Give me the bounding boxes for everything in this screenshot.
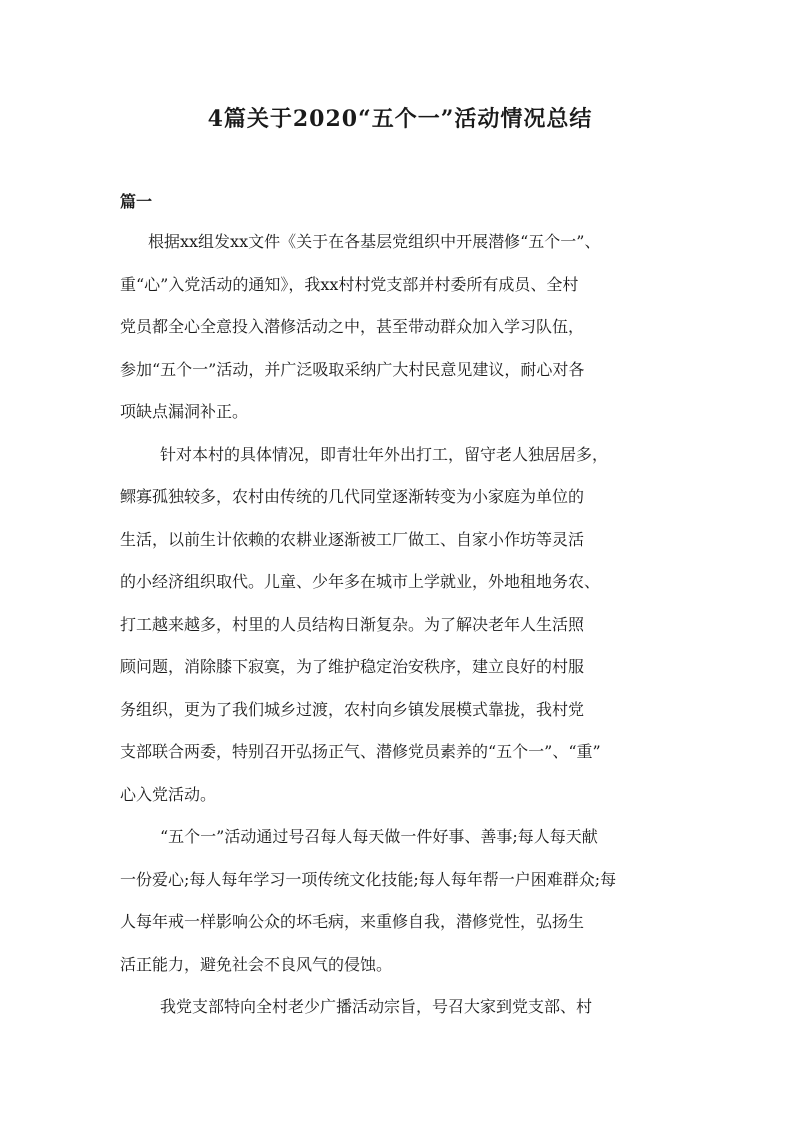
section-heading: 篇一 bbox=[120, 192, 153, 211]
paragraph-line: 党员都全心全意投入潜修活动之中，甚至带动群众加入学习队伍， bbox=[120, 317, 585, 336]
paragraph-line: 打工越来越多，村里的人员结构日渐复杂。为了解决老年人生活照 bbox=[120, 615, 585, 634]
paragraph-line: 针对本村的具体情况，即青壮年外出打工，留守老人独居居多， bbox=[160, 445, 609, 464]
paragraph-line: 项缺点漏洞补正。 bbox=[120, 402, 249, 421]
paragraph-line: 鳏寡孤独较多，农村由传统的几代同堂逐渐转变为小家庭为单位的 bbox=[120, 487, 585, 506]
paragraph-line: 的小经济组织取代。儿童、少年多在城市上学就业，外地租地务农、 bbox=[120, 572, 601, 591]
paragraph-line: 我党支部特向全村老少广播活动宗旨，号召大家到党支部、村 bbox=[160, 997, 593, 1016]
paragraph-line: 一份爱心;每人每年学习一项传统文化技能;每人每年帮一户困难群众;每 bbox=[120, 870, 617, 889]
paragraph-line: 务组织，更为了我们城乡过渡，农村向乡镇发展模式靠拢，我村党 bbox=[120, 700, 585, 719]
paragraph-line: 参加“五个一”活动，并广泛吸取采纳广大村民意见建议，耐心对各 bbox=[120, 360, 585, 379]
paragraph-line: 活正能力，避免社会不良风气的侵蚀。 bbox=[120, 955, 393, 974]
document-title: 4篇关于2020“五个一”活动情况总结 bbox=[207, 106, 593, 132]
paragraph-line: 心入党活动。 bbox=[120, 785, 217, 804]
paragraph-line: 顾问题，消除膝下寂寞，为了维护稳定治安秩序，建立良好的村服 bbox=[120, 657, 585, 676]
paragraph-line: 人每年戒一样影响公众的坏毛病，来重修自我，潜修党性，弘扬生 bbox=[120, 912, 585, 931]
paragraph-line: 重“心”入党活动的通知》，我xx村村党支部并村委所有成员、全村 bbox=[120, 275, 579, 294]
paragraph-line: 根据xx组发xx文件《关于在各基层党组织中开展潜修“五个一”、 bbox=[148, 232, 601, 251]
paragraph-line: 支部联合两委，特别召开弘扬正气、潜修党员素养的“五个一”、“重” bbox=[120, 742, 601, 761]
paragraph-line: 生活，以前生计依赖的农耕业逐渐被工厂做工、自家小作坊等灵活 bbox=[120, 530, 585, 549]
paragraph-line: “五个一”活动通过号召每人每天做一件好事、善事;每人每天献 bbox=[160, 827, 598, 846]
